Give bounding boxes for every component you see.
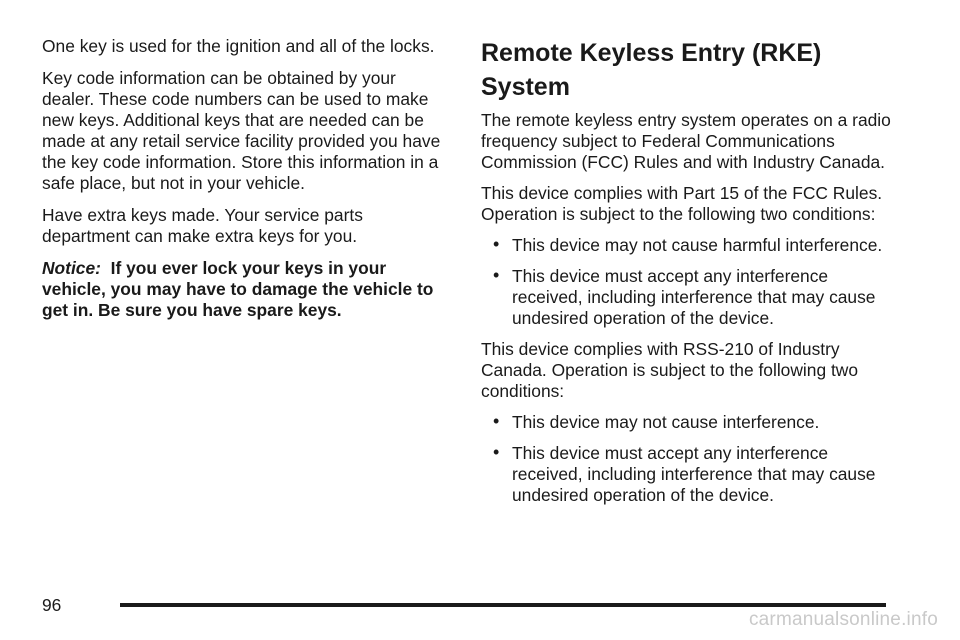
- left-column: [42, 36, 450, 321]
- paragraph-extra-keys: Have extra keys made. Your service parts department can make extra keys for you.: [42, 205, 363, 246]
- list-item: • This device must accept any interference received, including interference that may cause undesired operation of the device.: [481, 266, 901, 329]
- section-heading: Remote Keyless Entry (RKE) System: [481, 39, 822, 101]
- paragraph-ignition-key: One key is used for the ignition and all of the locks.: [42, 36, 435, 56]
- list-item: • This device may not cause harmful interference.: [481, 235, 901, 256]
- rss-conditions-list: [481, 412, 901, 506]
- notice-paragraph: [42, 258, 450, 321]
- paragraph-key-code: Key code information can be obtained by your dealer. These code numbers can be used to make new keys. Additional keys that are needed can be made at any retail service facility provided you have the key code information. Store this information in a safe place, but not in your vehicle.: [42, 68, 441, 193]
- paragraph-rke-intro: The remote keyless entry system operates on a radio frequency subject to Federal Communications Commission (FCC) Rules and with Industry Canada.: [481, 110, 891, 172]
- fcc-conditions-list: [481, 235, 901, 329]
- notice-text: If you ever lock your keys in your vehicle, you may have to damage the vehicle to get in. Be sure you have spare keys.: [42, 258, 434, 320]
- paragraph-fcc: This device complies with Part 15 of the FCC Rules. Operation is subject to the following two conditions:: [481, 183, 883, 224]
- right-column: [481, 36, 901, 516]
- footer-rule: [120, 603, 886, 607]
- page-number: 96: [42, 595, 62, 615]
- notice-label: Notice:: [42, 258, 101, 278]
- list-item: • This device must accept any interference received, including interference that may cause undesired operation of the device.: [481, 443, 901, 506]
- list-item: • This device may not cause interference.: [481, 412, 901, 433]
- watermark-text: carmanualsonline.info: [748, 609, 938, 630]
- paragraph-rss: This device complies with RSS-210 of Industry Canada. Operation is subject to the following two conditions:: [481, 339, 859, 401]
